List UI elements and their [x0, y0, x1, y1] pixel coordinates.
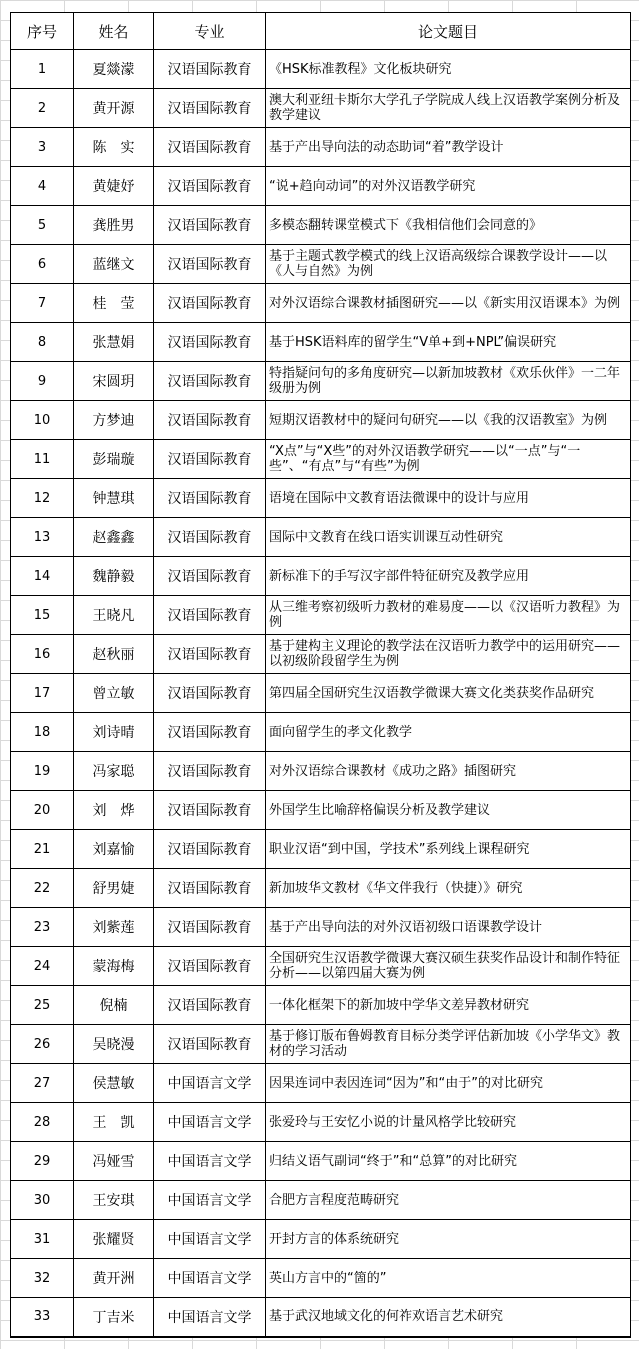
student-name: 倪楠	[74, 986, 154, 1025]
student-name: 蒙海梅	[74, 947, 154, 986]
header-row	[11, 13, 631, 50]
student-name: 赵鑫鑫	[74, 518, 154, 557]
student-major: 汉语国际教育	[154, 752, 266, 791]
table-row	[11, 440, 631, 479]
table-row	[11, 1064, 631, 1103]
row-number: 8	[11, 323, 74, 362]
thesis-title: “X点”与“X些”的对外汉语教学研究——以“一点”与“一些”、“有点”与“有些”为例	[266, 440, 631, 479]
header-no: 序号	[11, 13, 74, 50]
thesis-title: 全国研究生汉语教学微课大赛汉硕生获奖作品设计和制作特征分析——以第四届大赛为例	[266, 947, 631, 986]
student-name: 刘嘉愉	[74, 830, 154, 869]
student-major: 汉语国际教育	[154, 674, 266, 713]
row-number: 27	[11, 1064, 74, 1103]
row-number: 26	[11, 1025, 74, 1064]
thesis-title: 澳大利亚纽卡斯尔大学孔子学院成人线上汉语教学案例分析及教学建议	[266, 89, 631, 128]
thesis-title: 对外汉语综合课教材插图研究——以《新实用汉语课本》为例	[266, 284, 631, 323]
student-major: 汉语国际教育	[154, 167, 266, 206]
student-major: 汉语国际教育	[154, 206, 266, 245]
student-major: 汉语国际教育	[154, 557, 266, 596]
table-row	[11, 1103, 631, 1142]
row-number: 2	[11, 89, 74, 128]
row-number: 18	[11, 713, 74, 752]
student-name: 张慧娟	[74, 323, 154, 362]
student-major: 汉语国际教育	[154, 245, 266, 284]
row-number: 25	[11, 986, 74, 1025]
table-row	[11, 362, 631, 401]
student-name: 冯家聪	[74, 752, 154, 791]
row-number: 13	[11, 518, 74, 557]
thesis-title: 基于武汉地域文化的何祚欢语言艺术研究	[266, 1298, 631, 1337]
table-row	[11, 518, 631, 557]
student-name: 桂 莹	[74, 284, 154, 323]
row-number: 6	[11, 245, 74, 284]
table-row	[11, 167, 631, 206]
table-row	[11, 557, 631, 596]
table-row	[11, 596, 631, 635]
table-row	[11, 635, 631, 674]
thesis-title: “说+趋向动词”的对外汉语教学研究	[266, 167, 631, 206]
table-row	[11, 986, 631, 1025]
student-major: 汉语国际教育	[154, 284, 266, 323]
table-row	[11, 713, 631, 752]
student-major: 汉语国际教育	[154, 596, 266, 635]
thesis-title: 从三维考察初级听力教材的难易度——以《汉语听力教程》为例	[266, 596, 631, 635]
thesis-title: 基于产出导向法的对外汉语初级口语课教学设计	[266, 908, 631, 947]
student-name: 刘 烨	[74, 791, 154, 830]
thesis-title: 归结义语气副词“终于”和“总算”的对比研究	[266, 1142, 631, 1181]
thesis-title: 第四届全国研究生汉语教学微课大赛文化类获奖作品研究	[266, 674, 631, 713]
student-name: 陈 实	[74, 128, 154, 167]
student-major: 汉语国际教育	[154, 323, 266, 362]
student-major: 中国语言文学	[154, 1103, 266, 1142]
row-number: 29	[11, 1142, 74, 1181]
table-row	[11, 908, 631, 947]
student-name: 赵秋丽	[74, 635, 154, 674]
student-major: 汉语国际教育	[154, 362, 266, 401]
table-row	[11, 245, 631, 284]
student-name: 蓝继文	[74, 245, 154, 284]
table-row	[11, 791, 631, 830]
table-row	[11, 1025, 631, 1064]
student-major: 汉语国际教育	[154, 50, 266, 89]
thesis-title: 新标准下的手写汉字部件特征研究及教学应用	[266, 557, 631, 596]
student-name: 钟慧琪	[74, 479, 154, 518]
table-row	[11, 1181, 631, 1220]
student-name: 王 凯	[74, 1103, 154, 1142]
student-major: 汉语国际教育	[154, 128, 266, 167]
thesis-title: 新加坡华文教材《华文伴我行（快捷）》研究	[266, 869, 631, 908]
thesis-title: 基于修订版布鲁姆教育目标分类学评估新加坡《小学华文》教材的学习活动	[266, 1025, 631, 1064]
row-number: 3	[11, 128, 74, 167]
student-major: 中国语言文学	[154, 1298, 266, 1337]
student-major: 中国语言文学	[154, 1259, 266, 1298]
thesis-title: 多模态翻转课堂模式下《我相信他们会同意的》	[266, 206, 631, 245]
row-number: 20	[11, 791, 74, 830]
student-name: 刘诗晴	[74, 713, 154, 752]
table-row	[11, 479, 631, 518]
student-major: 汉语国际教育	[154, 986, 266, 1025]
student-name: 彭瑞璇	[74, 440, 154, 479]
header-title: 论文题目	[266, 13, 631, 50]
student-name: 曾立敏	[74, 674, 154, 713]
student-name: 黄开洲	[74, 1259, 154, 1298]
student-major: 汉语国际教育	[154, 830, 266, 869]
row-number: 16	[11, 635, 74, 674]
table-row	[11, 1298, 631, 1337]
thesis-title: 国际中文教育在线口语实训课互动性研究	[266, 518, 631, 557]
row-number: 11	[11, 440, 74, 479]
thesis-title: 《HSK标准教程》文化板块研究	[266, 50, 631, 89]
student-name: 黄开源	[74, 89, 154, 128]
student-name: 吴晓漫	[74, 1025, 154, 1064]
table-row	[11, 206, 631, 245]
student-major: 汉语国际教育	[154, 401, 266, 440]
thesis-title: 基于产出导向法的动态助词“着”教学设计	[266, 128, 631, 167]
student-major: 汉语国际教育	[154, 1025, 266, 1064]
student-name: 冯娅雪	[74, 1142, 154, 1181]
table-row	[11, 830, 631, 869]
thesis-title: 职业汉语“到中国，学技术”系列线上课程研究	[266, 830, 631, 869]
thesis-title: 特指疑问句的多角度研究—以新加坡教材《欢乐伙伴》一二年级册为例	[266, 362, 631, 401]
table-row	[11, 50, 631, 89]
student-name: 夏燚濛	[74, 50, 154, 89]
student-major: 汉语国际教育	[154, 713, 266, 752]
row-number: 4	[11, 167, 74, 206]
student-name: 张耀贤	[74, 1220, 154, 1259]
student-name: 龚胜男	[74, 206, 154, 245]
student-major: 汉语国际教育	[154, 791, 266, 830]
row-number: 17	[11, 674, 74, 713]
student-major: 中国语言文学	[154, 1142, 266, 1181]
table-row	[11, 869, 631, 908]
row-number: 10	[11, 401, 74, 440]
row-number: 32	[11, 1259, 74, 1298]
row-number: 30	[11, 1181, 74, 1220]
student-name: 刘紫莲	[74, 908, 154, 947]
row-number: 28	[11, 1103, 74, 1142]
student-name: 黄婕妤	[74, 167, 154, 206]
student-major: 汉语国际教育	[154, 89, 266, 128]
thesis-title: 开封方言的体系统研究	[266, 1220, 631, 1259]
thesis-title: 一体化框架下的新加坡中学华文差异教材研究	[266, 986, 631, 1025]
row-number: 12	[11, 479, 74, 518]
table-row	[11, 1259, 631, 1298]
student-major: 汉语国际教育	[154, 440, 266, 479]
row-number: 1	[11, 50, 74, 89]
thesis-title: 英山方言中的“箇的”	[266, 1259, 631, 1298]
row-number: 15	[11, 596, 74, 635]
table-row	[11, 947, 631, 986]
table-body	[11, 50, 631, 1337]
student-name: 王安琪	[74, 1181, 154, 1220]
header-major: 专业	[154, 13, 266, 50]
student-name: 宋圆玥	[74, 362, 154, 401]
row-number: 24	[11, 947, 74, 986]
table-row	[11, 284, 631, 323]
table-row	[11, 674, 631, 713]
row-number: 33	[11, 1298, 74, 1337]
thesis-title: 对外汉语综合课教材《成功之路》插图研究	[266, 752, 631, 791]
table-row	[11, 752, 631, 791]
student-major: 中国语言文学	[154, 1064, 266, 1103]
student-name: 侯慧敏	[74, 1064, 154, 1103]
table-row	[11, 128, 631, 167]
student-major: 汉语国际教育	[154, 947, 266, 986]
row-number: 21	[11, 830, 74, 869]
student-name: 方梦迪	[74, 401, 154, 440]
table-row	[11, 1220, 631, 1259]
thesis-title: 面向留学生的孝文化教学	[266, 713, 631, 752]
row-number: 9	[11, 362, 74, 401]
thesis-title: 张爱玲与王安忆小说的计量风格学比较研究	[266, 1103, 631, 1142]
thesis-title: 基于主题式教学模式的线上汉语高级综合课教学设计——以《人与自然》为例	[266, 245, 631, 284]
header-name: 姓名	[74, 13, 154, 50]
thesis-title: 基于建构主义理论的教学法在汉语听力教学中的运用研究——以初级阶段留学生为例	[266, 635, 631, 674]
student-name: 王晓凡	[74, 596, 154, 635]
row-number: 19	[11, 752, 74, 791]
student-major: 中国语言文学	[154, 1220, 266, 1259]
thesis-title: 语境在国际中文教育语法微课中的设计与应用	[266, 479, 631, 518]
thesis-title: 外国学生比喻辞格偏误分析及教学建议	[266, 791, 631, 830]
table-row	[11, 401, 631, 440]
table-row	[11, 1142, 631, 1181]
student-major: 汉语国际教育	[154, 869, 266, 908]
student-major: 中国语言文学	[154, 1181, 266, 1220]
student-name: 魏静毅	[74, 557, 154, 596]
student-major: 汉语国际教育	[154, 635, 266, 674]
thesis-title: 基于HSK语料库的留学生“V单+到+NPL”偏误研究	[266, 323, 631, 362]
row-number: 23	[11, 908, 74, 947]
student-name: 丁吉米	[74, 1298, 154, 1337]
student-major: 汉语国际教育	[154, 518, 266, 557]
thesis-title: 因果连词中表因连词“因为”和“由于”的对比研究	[266, 1064, 631, 1103]
row-number: 14	[11, 557, 74, 596]
row-number: 31	[11, 1220, 74, 1259]
row-number: 5	[11, 206, 74, 245]
thesis-title: 合肥方言程度范畴研究	[266, 1181, 631, 1220]
row-number: 7	[11, 284, 74, 323]
row-number: 22	[11, 869, 74, 908]
thesis-title: 短期汉语教材中的疑问句研究——以《我的汉语教室》为例	[266, 401, 631, 440]
thesis-table	[10, 12, 631, 1338]
table-row	[11, 89, 631, 128]
student-major: 汉语国际教育	[154, 479, 266, 518]
student-major: 汉语国际教育	[154, 908, 266, 947]
student-name: 舒男婕	[74, 869, 154, 908]
table-row	[11, 323, 631, 362]
